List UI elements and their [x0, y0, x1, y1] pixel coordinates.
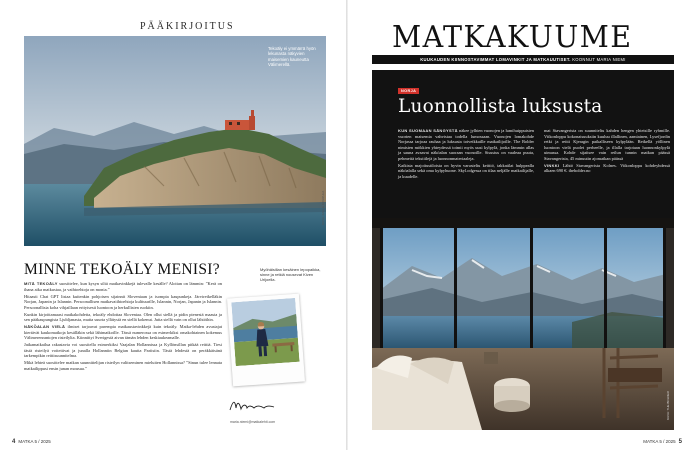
- left-page-number: 4: [12, 439, 16, 445]
- editorial-body: [24, 281, 222, 373]
- body-paragraph: Hitaasti Chat GPT listaa kuitenkin pohjoisen sijainnit Sloveniaan ja isompia kaupunkeja. Järviretkelläkin Norjan, Japanin ja Islannin. Persoonallisen matkavaiihtoehtoja kulttuurille, Islannin, Norjan, Japanin ja Islannin. Persoonallisia koha vihjaillaan erityisesti luontoon ja herkullisten ruokiin.: [24, 293, 222, 310]
- editor-portrait: [231, 298, 299, 366]
- editorial-headline: MINNE TEKOÄLY MENISI?: [24, 261, 220, 278]
- body-paragraph: Jatkamatkailua rakastavia voi suositella esimerkiksi Vaajalan Hollannissa ja Kyllönsillan pitkää reittiä. Tiesi tästä risteilyä voitettivat ja junalla Hollanniin Belgian kautta Pariisiin. Tästä lehdestä on peräkkäisänä tarkempikin reittisuunnitelma.: [24, 342, 222, 358]
- body-paragraph: VINKKI Lähtö Stavangerista Kolnes. Viikonloppu kohdeyhdessä alkaen 690 €. thebolder.no: [544, 162, 670, 173]
- coastal-cliff-illustration: [24, 36, 326, 246]
- right-folio-text: MATKA 5 / 2025: [643, 439, 676, 444]
- section-masthead: MATKAKUUME: [392, 20, 633, 55]
- left-folio: [12, 439, 51, 445]
- editor-signature: [228, 396, 276, 416]
- section-label: PÄÄKIRJOITUS: [140, 21, 235, 32]
- article-column-2: [544, 128, 670, 175]
- body-paragraph: Kunkin kirjoittamaasi matkakohdetta, tekoäly ehdottaa Sloveniaa. Olen ollut siellä ja pidin pienestä maasta ja sen pääkaupungista Ljubljanasta, mutta suurta yllätystä en siellä kokenut. Jutta siellä vain on ollut lähtöihin.: [24, 311, 222, 322]
- left-folio-text: MATKA 5 / 2025: [18, 439, 51, 444]
- body-paragraph: NÄKÖALAN VIELÄ ilmiset tarjoavat parempia matkaustavinkkejä kuin tekoäly. Matka-lehden avustajat kiertävät kaukomatkoja kesälläkin sekä lähimatkoille. Tässä numerossa on esimerkiksi omakohtainen kokemus Välimerenrantojen risteilylta. Kiinnittyi Sverigestä aivan tämän lehden keskiaukeamalle.: [24, 324, 222, 340]
- hero-photo: [24, 36, 326, 246]
- left-page: [0, 0, 346, 450]
- article-title: Luonnollista luksusta: [398, 96, 603, 117]
- editor-email: maria.niemi@matkalehti.com: [230, 420, 276, 424]
- right-folio: [643, 439, 682, 445]
- country-tag: NORJA: [398, 88, 419, 94]
- article-column-1: [398, 128, 534, 181]
- body-paragraph: mat Stavangerista on suunniteltu kahden hengen yhteisille ryhmille. Viikonloppu kokonaisuuksiin kuuluu illallinen, aamiainen, Lysefjordin retki ja reitti Kjeragin paikalliseen kylpylään. Retkellä yöllinen luontoon vielä puolet perheelle, ja illalla tarjotaan luonnonkylpylä uimassa. Kohde sijaitsee vain reilun tunnin matkan päässä Stavangerista, 45 minuutin ajomatkan päässä: [544, 128, 670, 161]
- editor-polaroid-photo: [227, 294, 305, 387]
- body-paragraph: MITÄ TEKOÄLY suosittelee, kun kysyn siltä matkavinkkejä tulevalle kesälle? Aloitan on lämmin: ”Kerä on ihana aika matkustaa, ja vaihtoehtoja on monia.”: [24, 281, 222, 292]
- strap-main: KUUKAUDEN KIINNOSTAVIMMAT LOMAVINKIT JA MATKAUUTISET.: [420, 57, 571, 62]
- polaroid-caption: Myöhäisillan kesäinen lepopaikka, sinne ja retkiä nousevat Kiven Urijoella.: [260, 267, 321, 282]
- fjord-cabin-interior-illustration: [372, 218, 674, 430]
- room-photo: [372, 218, 674, 430]
- masthead-strap: [372, 55, 674, 64]
- hero-caption: Tekoäly ei ymmärrä hyön lekunasta näkyvien maisemien kauneutta Välimerellä.: [268, 46, 316, 67]
- body-paragraph: Kaikista majoitustiloista on hyvin varusteltu keittiö, takkatilat hulppealla näköalalla sekä oma kylpyhuone. Skyl.odgessa on tilaa neljälle matkailijalle, ja kuudelle.: [398, 162, 534, 179]
- room-photo-credit: KUVA: THE BOLDER: [666, 391, 670, 420]
- body-paragraph: Mikä lehteä suosittelee matkan suunnittelijan risteilyn valitseminen mieluiten Hollannissa? ”Sinun tulee lennata matkailippusi ensin junan mousua.”: [24, 360, 222, 371]
- right-page-number: 5: [678, 439, 682, 445]
- right-page: [348, 0, 694, 450]
- strap-byline: KOONNUT MARIA NIEMI: [572, 57, 626, 62]
- hero-photo-credit: KUVA: KALLE KOURULA: [321, 190, 325, 225]
- body-paragraph: KUN SUOMAAN SÄNGYSTÄ näkee jylhien vuonojen ja lumihuippuisten vuorten maisemia vahvistaa todella lumossaan. Vuonojen lomakohde Norjassa tarjoaa rauhaa ja luksusta toiveikkaille matkailijoille. The Bolder nimisten mökkien yhteydessä toimii myös uusi kylpylä, jonka lämmin allas ja sauna avaavat näköalan suoraan vuonoille. Sisustus on vaaleaa puuta, pehmeitä tekstiilejä ja luonnonmateriaaleja.: [398, 128, 535, 161]
